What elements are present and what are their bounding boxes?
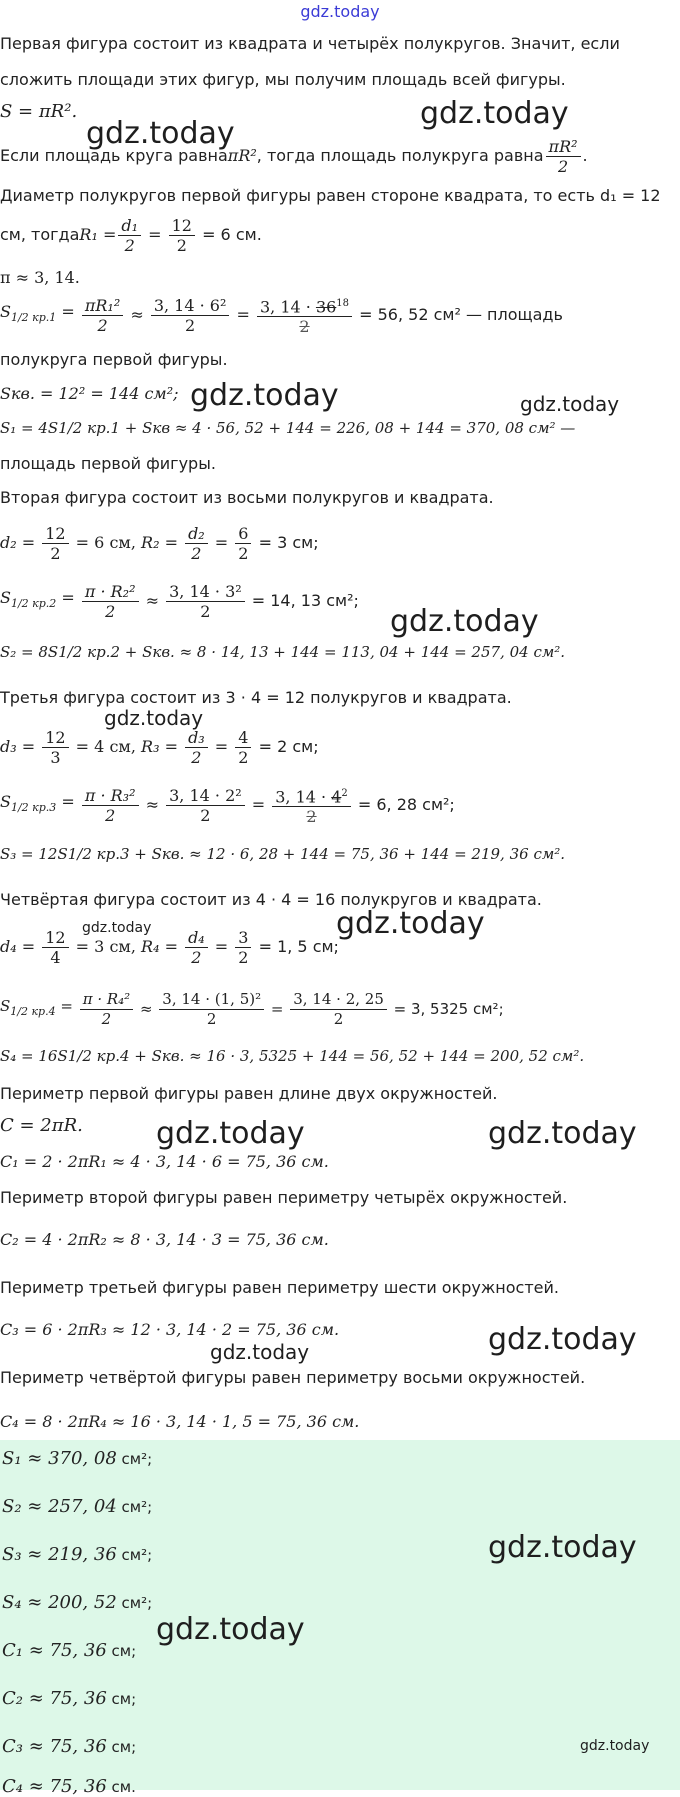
text-fragment: = 3 см;: [258, 533, 319, 552]
formula-line: C₃ = 6 · 2πR₃ ≈ 12 · 3, 14 · 2 = 75, 36 см.: [0, 1320, 340, 1339]
answer-line: C₄ ≈ 75, 36 см.: [2, 1776, 136, 1797]
formula-line: $S_{1/2 кр.3}$ = $\frac{\text{π · R₃²}}{2}$ ≈ $\frac{\text{3, 14 · 2²}}{2}$ = $\frac{3, 14 \cdot 4^2}{2}$ = 6, 28 см²;: [0, 785, 455, 827]
text-line: полукруга первой фигуры.: [0, 350, 228, 369]
answer-box: [0, 1440, 680, 1797]
fraction: $\frac{3, 14 \cdot 4^2}{2}$: [272, 784, 351, 826]
text-line: сложить площади этих фигур, мы получим площадь всей фигуры.: [0, 70, 566, 89]
text-line: Вторая фигура состоит из восьми полукругов и квадрата.: [0, 488, 494, 507]
site-logo[interactable]: gdz.today: [300, 2, 380, 21]
watermark: gdz.today: [86, 116, 235, 151]
formula-line: S₁ = 4S1/2 кр.1 + Sкв ≈ 4 · 56, 52 + 144 = 226, 08 + 144 = 370, 08 см² —: [0, 419, 576, 437]
fraction: $\frac{\text{d₁}}{2}$: [118, 216, 141, 255]
watermark: gdz.today: [488, 1116, 637, 1151]
fraction: $\frac{\text{πR₁²}}{2}$: [82, 296, 123, 335]
formula: R₁ =: [79, 225, 117, 244]
watermark: gdz.today: [82, 920, 152, 936]
text-fragment: Если площадь круга равна: [0, 146, 228, 165]
text-line: Третья фигура состоит из 3 · 4 = 12 полукругов и квадрата.: [0, 688, 512, 707]
text-line: Четвёртая фигура состоит из 4 · 4 = 16 полукругов и квадрата.: [0, 890, 542, 909]
fraction: $\frac{12}{2}$: [169, 216, 195, 255]
formula-line: π ≈ 3, 14.: [0, 268, 80, 287]
fraction: $\frac{\text{3, 14 · 2²}}{2}$: [166, 786, 245, 825]
watermark: gdz.today: [520, 392, 620, 416]
fraction: $\frac{12}{4}$: [42, 928, 68, 967]
formula-line: см, тогда R₁ = $\frac{\text{d₁}}{2}$ = $\frac{12}{2}$ = 6 см.: [0, 215, 262, 255]
text-fragment: = 56, 52 см² — площадь: [359, 305, 563, 324]
watermark: gdz.today: [210, 1340, 310, 1364]
fraction: $\frac{\text{π · R₄²}}{2}$: [80, 990, 133, 1029]
text-line: Периметр четвёртой фигуры равен периметру восьми окружностей.: [0, 1368, 586, 1387]
text-fragment: = 14, 13 см²;: [251, 591, 359, 610]
formula-line: $S_{1/2 кр.4}$ = $\frac{\text{π · R₄²}}{2}$ ≈ $\frac{\text{3, 14 · (1, 5)²}}{2}$ = $\frac{3, 14 \cdot 2, 25}{2}$ = 3, 5325 см²;: [0, 989, 504, 1028]
formula-line: d₄ = $\frac{12}{4}$ = 3 см, R₄ = $\frac{\text{d₄}}{2}$ = $\frac{3}{2}$ = 1, 5 см;: [0, 927, 339, 967]
formula: πR²: [227, 146, 257, 165]
formula-line: C₄ = 8 · 2πR₄ ≈ 16 · 3, 14 · 1, 5 = 75, 36 см.: [0, 1412, 360, 1431]
text-fragment: = 6, 28 см²;: [357, 795, 455, 814]
text-line: Диаметр полукругов первой фигуры равен стороне квадрата, то есть d₁ = 12: [0, 186, 661, 205]
fraction: $\frac{3, 14 \cdot 36^{18}}{2}$: [257, 294, 352, 336]
answer-line: C₃ ≈ 75, 36 см;: [2, 1736, 137, 1757]
formula-line: d₂ = $\frac{12}{2}$ = 6 см, R₂ = $\frac{\text{d₂}}{2}$ = $\frac{6}{2}$ = 3 см;: [0, 523, 319, 563]
text-line: Периметр первой фигуры равен длине двух окружностей.: [0, 1084, 498, 1103]
watermark: gdz.today: [104, 706, 204, 730]
fraction: $\frac{\text{3, 14 · 3²}}{2}$: [166, 582, 245, 621]
text-fragment: = 6 см.: [202, 225, 262, 244]
text-line: Периметр третьей фигуры равен периметру шести окружностей.: [0, 1278, 559, 1297]
text-line: Первая фигура состоит из квадрата и четырёх полукругов. Значит, если: [0, 34, 620, 53]
watermark: gdz.today: [336, 906, 485, 941]
fraction: $\frac{3, 14 \cdot 2, 25}{2}$: [290, 990, 387, 1029]
formula-area: S = πR².: [0, 101, 78, 122]
watermark: gdz.today: [390, 604, 539, 639]
formula-line: C = 2πR.: [0, 1115, 83, 1136]
fraction: $\frac{3}{2}$: [235, 928, 251, 967]
formula-line: S₄ = 16S1/2 кр.4 + Sкв. ≈ 16 · 3, 5325 + 144 = 56, 52 + 144 = 200, 52 см².: [0, 1047, 585, 1065]
fraction: $\frac{\text{3, 14 · (1, 5)²}}{2}$: [159, 990, 264, 1029]
formula-line: C₁ = 2 · 2πR₁ ≈ 4 · 3, 14 · 6 = 75, 36 см.: [0, 1152, 329, 1171]
watermark: gdz.today: [488, 1530, 637, 1565]
fraction: $\frac{\text{πR²}}{2}$: [546, 137, 581, 176]
formula-line: S₂ = 8S1/2 кр.2 + Sкв. ≈ 8 · 14, 13 + 144 = 113, 04 + 144 = 257, 04 см².: [0, 643, 566, 661]
fraction: $\frac{12}{3}$: [42, 728, 68, 767]
fraction: $\frac{\text{d₂}}{2}$: [185, 524, 208, 563]
text-line: Если площадь круга равна πR² , тогда площадь полукруга равна $\frac{\text{πR²}}{2}$ .: [0, 136, 588, 176]
fraction: $\frac{4}{2}$: [235, 728, 251, 767]
text-fragment: = 3, 5325 см²;: [393, 1000, 504, 1018]
fraction: $\frac{\text{3, 14 · 6²}}{2}$: [151, 296, 230, 335]
text-line: площадь первой фигуры.: [0, 454, 216, 473]
fraction: $\frac{6}{2}$: [235, 524, 251, 563]
text-fragment: , тогда площадь полукруга равна: [256, 146, 544, 165]
formula-line: $S_{1/2 кр.2}$ = $\frac{\text{π · R₂²}}{2}$ ≈ $\frac{\text{3, 14 · 3²}}{2}$ = 14, 13 см²;: [0, 581, 359, 621]
text-fragment: см, тогда: [0, 225, 80, 244]
watermark: gdz.today: [190, 378, 339, 413]
formula-line: $S_{1/2 кр.1}$ = $\frac{\text{πR₁²}}{2}$ ≈ $\frac{\text{3, 14 · 6²}}{2}$ = $\frac{3, 14 \cdot 36^{18}}{2}$ = 56, 52 см² — площадь: [0, 295, 563, 337]
answer-line: S₃ ≈ 219, 36 см²;: [2, 1544, 153, 1565]
text-fragment: = 2 см;: [258, 737, 319, 756]
formula-line: S₃ = 12S1/2 кр.3 + Sкв. ≈ 12 · 6, 28 + 144 = 75, 36 + 144 = 219, 36 см².: [0, 845, 566, 863]
text-fragment: = 1, 5 см;: [258, 937, 339, 956]
fraction: $\frac{\text{π · R₂²}}{2}$: [82, 582, 139, 621]
watermark: gdz.today: [488, 1322, 637, 1357]
answer-line: S₁ ≈ 370, 08 см²;: [2, 1448, 153, 1469]
watermark: gdz.today: [580, 1738, 650, 1754]
formula-line: C₂ = 4 · 2πR₂ ≈ 8 · 3, 14 · 3 = 75, 36 см.: [0, 1230, 329, 1249]
answer-line: C₁ ≈ 75, 36 см;: [2, 1640, 137, 1661]
formula-line: Sкв. = 12² = 144 см²;: [0, 384, 179, 403]
fraction: $\frac{\text{d₄}}{2}$: [185, 928, 208, 967]
watermark: gdz.today: [156, 1116, 305, 1151]
answer-line: C₂ ≈ 75, 36 см;: [2, 1688, 137, 1709]
answer-line: S₄ ≈ 200, 52 см²;: [2, 1592, 153, 1613]
watermark: gdz.today: [156, 1612, 305, 1647]
watermark: gdz.today: [420, 96, 569, 131]
text-line: Периметр второй фигуры равен периметру четырёх окружностей.: [0, 1188, 568, 1207]
fraction: $\frac{\text{d₃}}{2}$: [185, 728, 208, 767]
answer-line: S₂ ≈ 257, 04 см²;: [2, 1496, 153, 1517]
fraction: $\frac{\text{π · R₃²}}{2}$: [82, 786, 139, 825]
formula-line: d₃ = $\frac{12}{3}$ = 4 см, R₃ = $\frac{\text{d₃}}{2}$ = $\frac{4}{2}$ = 2 см;: [0, 727, 319, 767]
fraction: $\frac{12}{2}$: [42, 524, 68, 563]
